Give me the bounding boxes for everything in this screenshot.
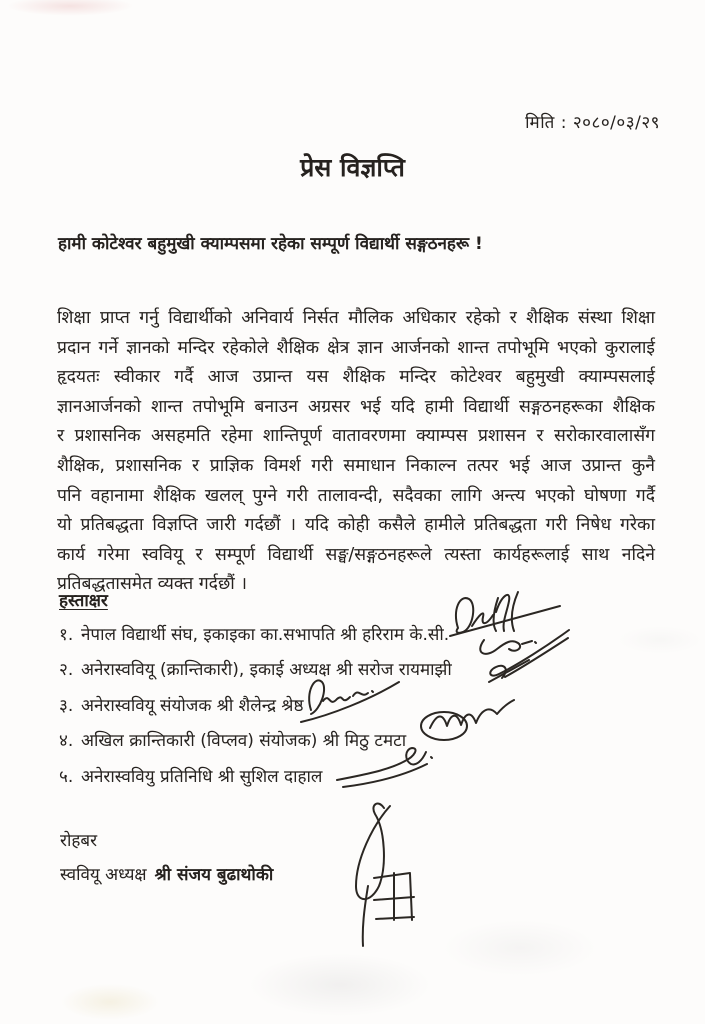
body-line: पनि वहानामा शैक्षिक खलल् पुग्ने गरी तालावन्दी, सदैवका लागि अन्त्य भएको घोषणा गर्दै (57, 485, 655, 506)
signatory-text: अखिल क्रान्तिकारी (विप्लव) संयोजक) श्री मिठु टमटा (81, 731, 407, 751)
signatory-number: ५. (59, 767, 74, 787)
witness-name: श्री संजय बुढाथोकी (154, 865, 274, 885)
document-title: प्रेस विज्ञप्ति (300, 153, 405, 182)
signature-scribble-sanjay (316, 798, 430, 950)
signatory-number: २. (59, 660, 74, 680)
signatory-text: नेपाल विद्यार्थी संघ, इकाइका का.सभापति श्री हरिराम के.सी. (81, 625, 450, 645)
witness-heading: रोहबर (60, 831, 98, 851)
document-date: मिति : २०८०/०३/२९ (525, 113, 660, 133)
body-line: र प्रशासनिक असहमति रहेमा शान्तिपूर्ण वातावरणमा क्याम्पस प्रशासन र सरोकारवालासँग (57, 426, 655, 447)
body-line: शैक्षिक, प्रशासनिक र प्राज्ञिक विमर्श गरी समाधान निकाल्न तत्पर भई आज उप्रान्त कुनै (57, 455, 655, 476)
signatory-row-2 (59, 657, 452, 680)
signature-scribble-saroj (483, 626, 573, 686)
signatory-row-5 (59, 764, 322, 787)
signatory-number: ३. (59, 696, 74, 716)
signature-scribble-mithu (418, 697, 518, 745)
signatory-text: अनेरास्ववियू संयोजक श्री शैलेन्द्र श्रेष्ठ (81, 696, 304, 716)
signatures-heading: हस्ताक्षर (59, 591, 108, 611)
signatory-number: १. (59, 625, 74, 645)
body-line: प्रतिबद्धतासमेत व्यक्त गर्दछौं । (57, 574, 247, 595)
witness-role: स्ववियू अध्यक्ष (60, 865, 147, 885)
signatory-text: अनेरास्ववियु प्रतिनिधि श्री सुशिल दाहाल (81, 767, 323, 787)
signatory-text: अनेरास्ववियू (क्रान्तिकारी), इकाई अध्यक्ष श्री सरोज रायमाझी (81, 660, 452, 680)
body-line: शिक्षा प्राप्त गर्नु विद्यार्थीको अनिवार्य निर्सत मौलिक अधिकार रहेको र शैक्षिक संस्था शिक्षा (57, 308, 655, 328)
body-line: प्रदान गर्ने ज्ञानको मन्दिर रहेकोले शैक्षिक क्षेत्र ज्ञान आर्जनको शान्त तपोभूमि भएको कुरालाई (57, 337, 655, 358)
body-line: ज्ञानआर्जनको शान्त तपोभूमि बनाउन अग्रसर भई यदि हामी विद्यार्थी सङ्गठनहरूका शैक्षिक (57, 396, 655, 417)
body-line: हृदयतः स्वीकार गर्दै आज उप्रान्त यस शैक्षिक मन्दिर कोटेश्वर बहुमुखी क्याम्पसलाई (57, 367, 655, 388)
signatory-row-3 (59, 693, 303, 716)
signatory-row-4 (59, 728, 406, 751)
salutation-line: हामी कोटेश्वर बहुमुखी क्याम्पसमा रहेका सम्पूर्ण विद्यार्थी सङ्गठनहरू ! (58, 234, 483, 254)
witness-line (60, 862, 273, 885)
signatory-number: ४. (59, 731, 74, 751)
body-line: कार्य गरेमा स्ववियू र सम्पूर्ण विद्यार्थी सङ्घ/सङ्गठनहरूले त्यस्ता कार्यहरूलाई साथ नदिने (57, 544, 655, 565)
signatory-row-1 (59, 622, 449, 645)
body-line: यो प्रतिबद्धता विज्ञप्ति जारी गर्दछौं । यदि कोही कसैले हामीले प्रतिबद्धता गरी निषेध गरेका (57, 515, 655, 536)
body-paragraph (57, 304, 655, 600)
